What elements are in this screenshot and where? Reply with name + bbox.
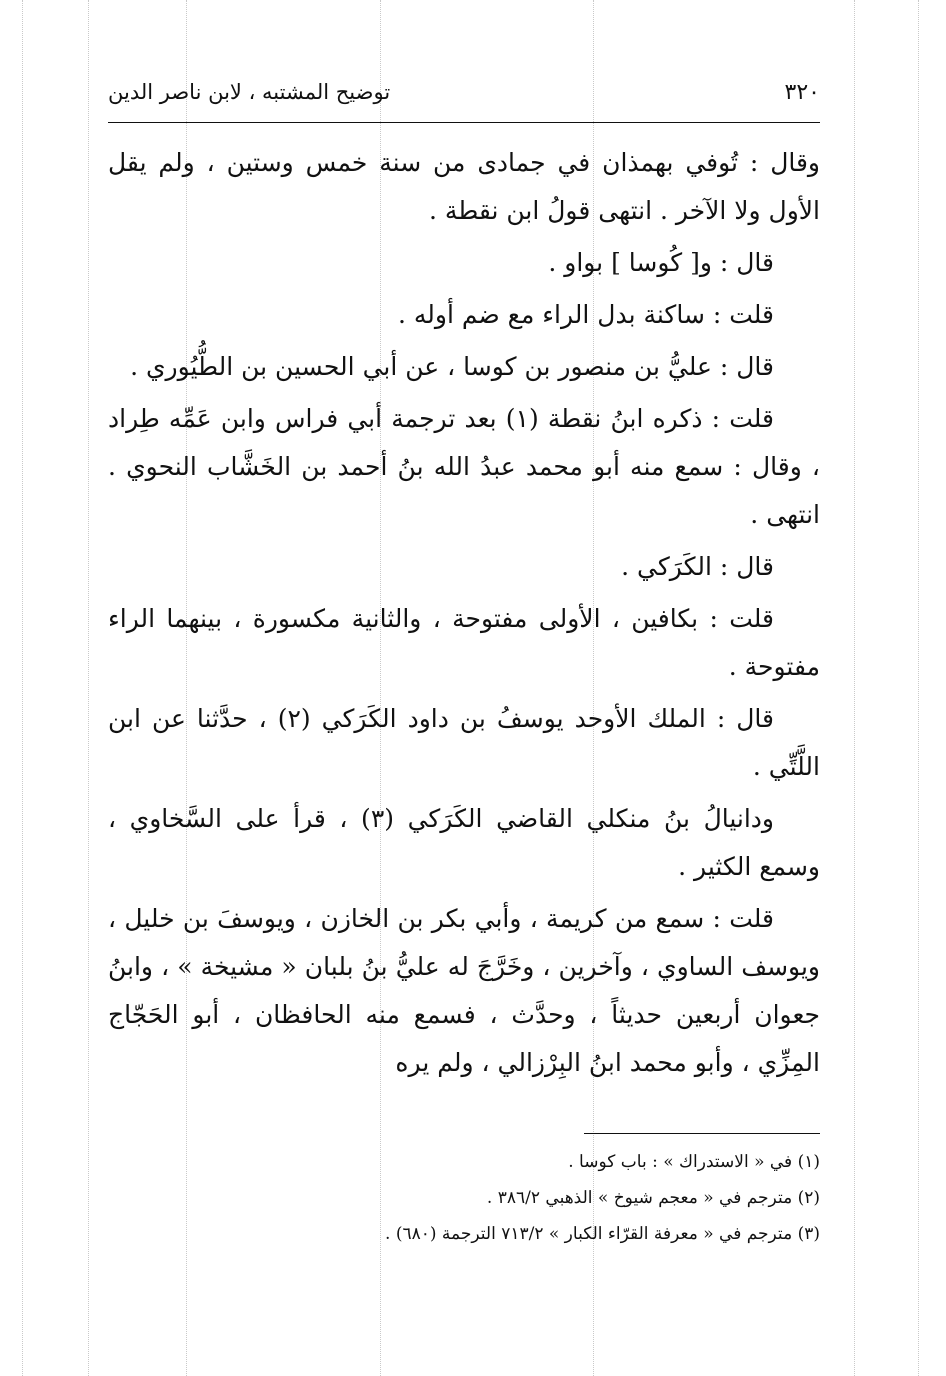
paragraph: وقال : تُوفي بهمذان في جمادى من سنة خمس وستين ، ولم يقل الأول ولا الآخر . انتهى قولُ ابن نقطة . [108,148,820,225]
running-header [108,80,820,120]
scan-guide-line [22,0,23,1376]
scan-guide-line [854,0,855,1376]
paragraph: قال : و[ كُوسا ] بواو . [548,248,774,277]
scan-guide-line [918,0,919,1376]
paragraph: قلت : سمع من كريمة ، وأبي بكر بن الخازن ، ويوسفَ بن خليل ، ويوسف الساوي ، وآخرين ، وخَرَّجَ له عليُّ بنُ بلبان « مشيخة » ، وابنُ جعوان أربعين حديثاً ، وحدَّث ، فسمع منه الحافظان ، أبو الحَجّاج المِزِّي ، وأبو محمد ابنُ البِرْزالي ، ولم يره [108,904,820,1077]
footnote: (٢) مترجم في « معجم شيوخ » الذهبي ٣٨٦/٢ . [486,1188,820,1208]
page-number: ٣٢٠ [784,80,820,105]
book-title: توضيح المشتبه ، لابن ناصر الدين [108,80,391,104]
paragraph: قلت : ساكنة بدل الراء مع ضم أوله . [397,300,774,329]
paragraph: قال : الملك الأوحد يوسفُ بن داود الكَرَكي (٢) ، حدَّثنا عن ابن اللَّتِّي . [108,704,820,781]
page-body [108,139,820,1087]
paragraph: قلت : بكافين ، الأولى مفتوحة ، والثانية مكسورة ، بينهما الراء مفتوحة . [108,604,820,681]
footnote-rule [584,1133,820,1134]
paragraph: قال : الكَرَكي . [621,552,774,581]
paragraph: قلت : ذكره ابنُ نقطة (١) بعد ترجمة أبي فراس وابن عَمِّه طِراد ، وقال : سمع منه أبو محمد عبدُ الله بنُ أحمد بن الخَشَّاب النحوي . انتهى . [108,404,820,529]
book-page [108,80,820,1252]
paragraph: ودانيالُ بنُ منكلي القاضي الكَرَكي (٣) ، قرأ على السَّخاوي ، وسمع الكثير . [108,804,820,881]
scan-guide-line [88,0,89,1376]
footnotes [108,1144,820,1252]
header-rule [108,122,820,123]
footnote: (١) في « الاستدراك » : باب كوسا . [568,1152,820,1172]
paragraph: قال : عليُّ بن منصور بن كوسا ، عن أبي الحسين بن الطُّيُوري . [130,352,774,381]
footnote: (٣) مترجم في « معرفة القرّاء الكبار » ٧١٣/٢ الترجمة (٦٨٠) . [385,1224,820,1244]
